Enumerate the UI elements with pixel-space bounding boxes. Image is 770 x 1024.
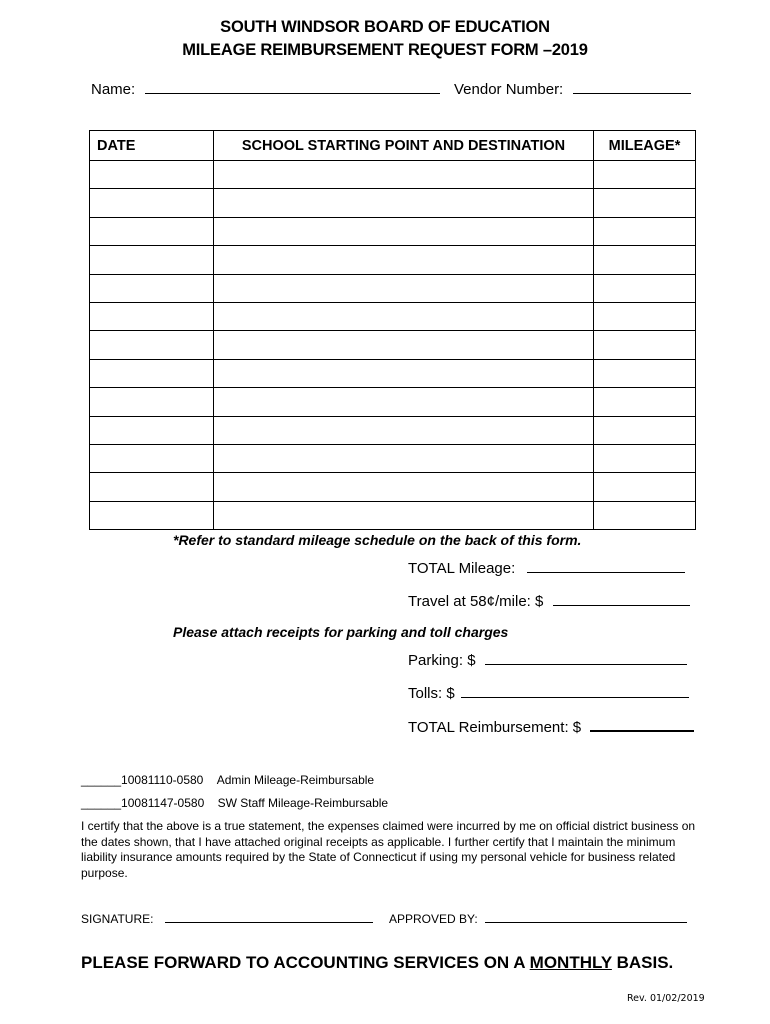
destination-cell[interactable] bbox=[214, 501, 594, 529]
mileage-cell[interactable] bbox=[594, 274, 696, 302]
date-cell[interactable] bbox=[90, 501, 214, 529]
date-cell[interactable] bbox=[90, 388, 214, 416]
column-header-date: DATE bbox=[90, 131, 214, 161]
forward-text-start: PLEASE FORWARD TO ACCOUNTING SERVICES ON A bbox=[81, 953, 530, 972]
mileage-cell[interactable] bbox=[594, 217, 696, 245]
vendor-field bbox=[454, 79, 691, 98]
date-cell[interactable] bbox=[90, 246, 214, 274]
signature-field bbox=[81, 908, 373, 926]
date-cell[interactable] bbox=[90, 274, 214, 302]
certification-statement: I certify that the above is a true statement, the expenses claimed were incurred by me on official district business on the dates shown, that I have attached original receipts as applicable. I further certify that I maintain the minimum liability insurance amounts required by the State of Connecticut if using my personal vehicle for business related purpose. bbox=[81, 819, 696, 880]
date-cell[interactable] bbox=[90, 217, 214, 245]
revision-date: Rev. 01/02/2019 bbox=[627, 993, 705, 1004]
table-row bbox=[90, 302, 696, 330]
name-label: Name: bbox=[91, 81, 136, 98]
mileage-cell[interactable] bbox=[594, 246, 696, 274]
name-input-line[interactable] bbox=[145, 79, 440, 94]
table-body bbox=[90, 161, 696, 530]
column-header-destination: SCHOOL STARTING POINT AND DESTINATION bbox=[214, 131, 594, 161]
mileage-cell[interactable] bbox=[594, 302, 696, 330]
total-reimbursement-field bbox=[408, 716, 694, 736]
destination-cell[interactable] bbox=[214, 473, 594, 501]
signature-input-line[interactable] bbox=[165, 908, 373, 923]
date-cell[interactable] bbox=[90, 161, 214, 189]
destination-cell[interactable] bbox=[214, 189, 594, 217]
schedule-note: *Refer to standard mileage schedule on the back of this form. bbox=[173, 532, 582, 548]
table-row bbox=[90, 246, 696, 274]
mileage-cell[interactable] bbox=[594, 388, 696, 416]
forward-text-monthly: MONTHLY bbox=[529, 953, 612, 972]
mileage-cell[interactable] bbox=[594, 359, 696, 387]
destination-cell[interactable] bbox=[214, 246, 594, 274]
date-cell[interactable] bbox=[90, 359, 214, 387]
parking-input-line[interactable] bbox=[485, 650, 687, 665]
table-row bbox=[90, 331, 696, 359]
date-cell[interactable] bbox=[90, 444, 214, 472]
name-field bbox=[91, 79, 440, 98]
forward-instruction bbox=[81, 953, 673, 973]
table-row bbox=[90, 416, 696, 444]
destination-cell[interactable] bbox=[214, 388, 594, 416]
date-cell[interactable] bbox=[90, 473, 214, 501]
table-row bbox=[90, 444, 696, 472]
destination-cell[interactable] bbox=[214, 217, 594, 245]
forward-text-end: BASIS. bbox=[611, 953, 674, 972]
total-reimbursement-label: TOTAL Reimbursement: $ bbox=[408, 719, 582, 736]
table-row bbox=[90, 388, 696, 416]
destination-cell[interactable] bbox=[214, 359, 594, 387]
destination-cell[interactable] bbox=[214, 444, 594, 472]
travel-rate-input-line[interactable] bbox=[553, 591, 690, 606]
column-header-mileage: MILEAGE* bbox=[594, 131, 696, 161]
approved-by-input-line[interactable] bbox=[485, 908, 687, 923]
total-mileage-label: TOTAL Mileage: bbox=[408, 560, 516, 577]
vendor-label: Vendor Number: bbox=[454, 81, 564, 98]
total-mileage-field bbox=[408, 558, 685, 577]
total-reimbursement-input-line[interactable] bbox=[590, 716, 694, 732]
parking-label: Parking: $ bbox=[408, 652, 476, 669]
mileage-cell[interactable] bbox=[594, 189, 696, 217]
mileage-cell[interactable] bbox=[594, 501, 696, 529]
account-description: Admin Mileage-Reimbursable bbox=[216, 773, 375, 787]
account-code: 10081147-0580 bbox=[121, 796, 205, 810]
date-cell[interactable] bbox=[90, 189, 214, 217]
account-description: SW Staff Mileage-Reimbursable bbox=[217, 796, 389, 810]
table-row bbox=[90, 274, 696, 302]
tolls-label: Tolls: $ bbox=[408, 685, 455, 702]
mileage-cell[interactable] bbox=[594, 331, 696, 359]
account-row-staff bbox=[81, 796, 388, 810]
approved-by-label: APPROVED BY: bbox=[389, 912, 478, 926]
table-row bbox=[90, 189, 696, 217]
account-checkbox-line[interactable]: ______ bbox=[81, 773, 122, 787]
account-code: 10081110-0580 bbox=[121, 773, 204, 787]
table-row bbox=[90, 161, 696, 189]
signature-label: SIGNATURE: bbox=[81, 912, 154, 926]
tolls-input-line[interactable] bbox=[461, 683, 689, 698]
receipts-note: Please attach receipts for parking and toll charges bbox=[173, 624, 509, 640]
table-header-row bbox=[90, 131, 696, 161]
form-title-line2: MILEAGE REIMBURSEMENT REQUEST FORM –2019 bbox=[182, 41, 588, 59]
mileage-cell[interactable] bbox=[594, 161, 696, 189]
tolls-field bbox=[408, 683, 689, 702]
destination-cell[interactable] bbox=[214, 161, 594, 189]
destination-cell[interactable] bbox=[214, 416, 594, 444]
table-row bbox=[90, 359, 696, 387]
account-checkbox-line[interactable]: ______ bbox=[81, 796, 122, 810]
mileage-cell[interactable] bbox=[594, 444, 696, 472]
travel-rate-label: Travel at 58¢/mile: $ bbox=[408, 593, 544, 610]
approved-by-field bbox=[389, 908, 687, 926]
destination-cell[interactable] bbox=[214, 331, 594, 359]
mileage-cell[interactable] bbox=[594, 416, 696, 444]
mileage-table bbox=[89, 130, 696, 530]
travel-rate-field bbox=[408, 591, 690, 610]
account-row-admin bbox=[81, 773, 374, 787]
table-row bbox=[90, 473, 696, 501]
date-cell[interactable] bbox=[90, 416, 214, 444]
vendor-input-line[interactable] bbox=[573, 79, 691, 94]
form-title-line1: SOUTH WINDSOR BOARD OF EDUCATION bbox=[220, 18, 550, 36]
table-row bbox=[90, 217, 696, 245]
destination-cell[interactable] bbox=[214, 274, 594, 302]
date-cell[interactable] bbox=[90, 331, 214, 359]
parking-field bbox=[408, 650, 687, 669]
destination-cell[interactable] bbox=[214, 302, 594, 330]
table-row bbox=[90, 501, 696, 529]
mileage-cell[interactable] bbox=[594, 473, 696, 501]
total-mileage-input-line[interactable] bbox=[527, 558, 685, 573]
date-cell[interactable] bbox=[90, 302, 214, 330]
